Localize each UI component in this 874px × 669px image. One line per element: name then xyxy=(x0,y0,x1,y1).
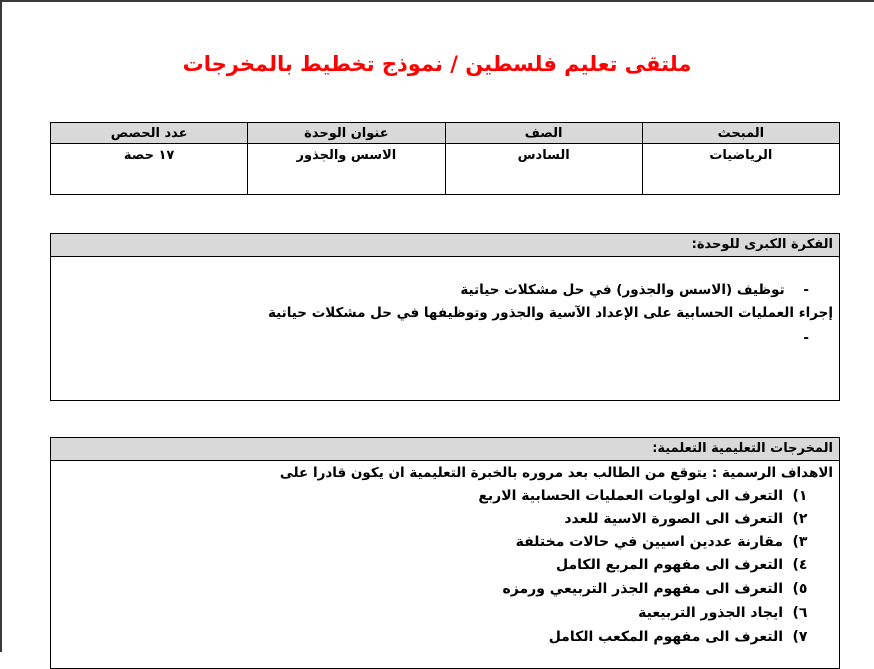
value-grade: السادس xyxy=(445,144,642,195)
outcome-item: ٣)مقارنة عددين اسيين في حالات مختلفة xyxy=(515,534,808,550)
value-unit-title: الاسس والجذور xyxy=(248,144,445,195)
outcome-item: ٥)التعرف الى مفهوم الجذر التربيعي ورمزه xyxy=(502,581,808,597)
outcome-item: ١)التعرف الى اولويات العمليات الحسابية الاربع xyxy=(478,488,808,504)
bullet-dash-empty: - xyxy=(803,330,809,346)
page-title: ملتقى تعليم فلسطين / نموذج تخطيط بالمخرجات xyxy=(182,52,692,76)
info-table xyxy=(50,122,840,195)
header-unit-title: عنوان الوحدة xyxy=(248,123,445,144)
outcome-item: ٢)التعرف الى الصورة الاسية للعدد xyxy=(564,511,808,527)
big-idea-text-1: توظيف (الاسس والجذور) في حل مشكلات حياتية xyxy=(460,282,785,298)
outcome-item: ٧)التعرف الى مفهوم المكعب الكامل xyxy=(548,629,808,645)
outcomes-section xyxy=(50,437,840,669)
outcomes-intro: الاهداف الرسمية : يتوقع من الطالب بعد مروره بالخبرة التعليمية ان يكون قادرا على xyxy=(279,465,833,481)
big-idea-text-2: إجراء العمليات الحسابية على الإعداد الآسية والجذور وتوظيفها في حل مشكلات حياتية xyxy=(267,305,833,321)
big-idea-line-1 xyxy=(460,282,809,298)
page-border-top xyxy=(0,0,874,2)
value-lesson-count: ١٧ حصة xyxy=(51,144,248,195)
outcome-item: ٦)ايجاد الجذور التربيعية xyxy=(638,605,808,621)
header-lesson-count: عدد الحصص xyxy=(51,123,248,144)
header-subject: المبحث xyxy=(642,123,839,144)
value-subject: الرياضيات xyxy=(642,144,839,195)
outcomes-header: المخرجات التعليمية التعلمية: xyxy=(51,438,839,461)
outcome-item: ٤)التعرف الى مفهوم المربع الكامل xyxy=(556,557,808,573)
bullet-dash: - xyxy=(803,282,809,298)
big-idea-header: الفكرة الكبرى للوحدة: xyxy=(51,234,839,257)
big-idea-section xyxy=(50,233,840,401)
info-value-row xyxy=(51,144,840,195)
header-grade: الصف xyxy=(445,123,642,144)
info-header-row xyxy=(51,123,840,144)
page-border-left xyxy=(0,0,2,652)
